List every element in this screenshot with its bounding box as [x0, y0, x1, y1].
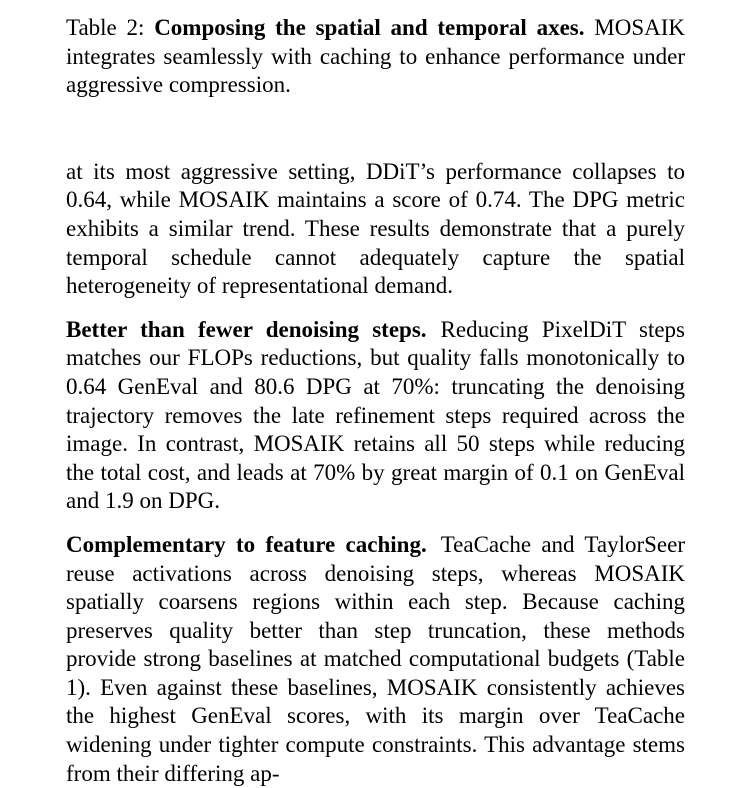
- paragraph-text: at its most aggressive setting, DDiT’s performance collapses to 0.64, while MOSAIK maintains a score of 0.74. The DPG metric exhibits a similar trend. These results demonstrate that a purely temporal schedule cannot adequately capture the spatial heterogeneity of representational demand.: [66, 158, 685, 299]
- paragraph-text: TeaCache and TaylorSeer reuse activations across denoising steps, whereas MOSAIK spatially coarsens regions within each step. Because caching preserves quality better than step truncation, these methods provide strong baselines at matched computational budgets (Table 1). Even against these baselines, MOSAIK consistently achieves the highest GenEval scores, with its margin over TeaCache widening under tighter compute constraints. This advantage stems from their differing ap-: [66, 531, 685, 786]
- paragraph-heading: Better than fewer denoising steps.: [66, 316, 427, 342]
- paragraph-heading: Complementary to feature caching.: [66, 531, 427, 557]
- page-content: [66, 14, 685, 788]
- paragraph-feature-caching: [66, 531, 685, 788]
- paragraph-fewer-steps: [66, 316, 685, 516]
- table-caption: [66, 14, 685, 100]
- caption-label: Table 2:: [66, 15, 155, 40]
- paragraph-text: Reducing PixelDiT steps matches our FLOPs reductions, but quality falls monotonically to 0.64 GenEval and 80.6 DPG at 70%: truncating the denoising trajectory removes the late refinement steps required across the image. In contrast, MOSAIK retains all 50 steps while reducing the total cost, and leads at 70% by great margin of 0.1 on GenEval and 1.9 on DPG.: [66, 316, 685, 514]
- paragraph-continuation: [66, 158, 685, 301]
- caption-title: Composing the spatial and temporal axes.: [154, 15, 585, 40]
- caption-text: MOSAIK integrates seamlessly with caching to enhance performance under aggressive compression.: [66, 15, 686, 98]
